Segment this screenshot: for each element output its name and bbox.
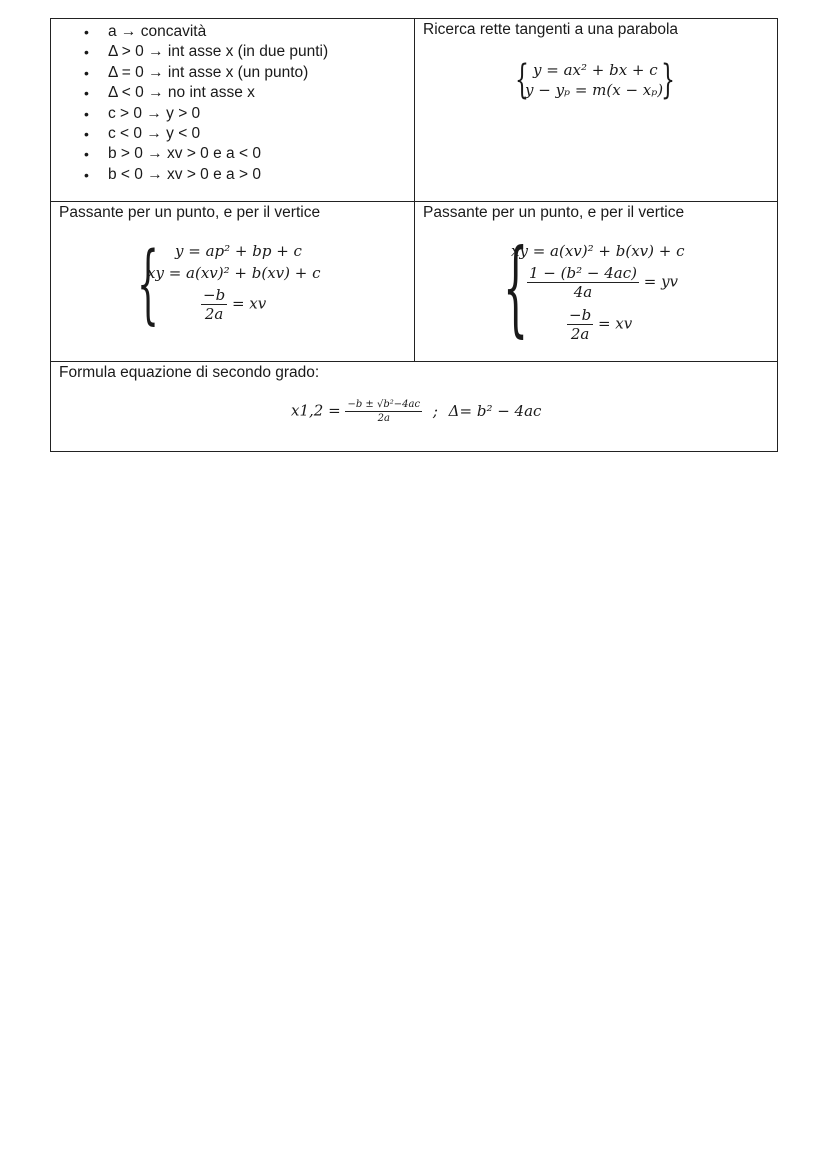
fraction-denominator: 2a (204, 305, 224, 323)
fraction-rhs: = xv (597, 314, 633, 333)
fraction-numerator: −b ± √b²−4ac (347, 399, 421, 410)
cell-properties (51, 19, 415, 202)
tangent-eq-line: y − yₚ = m(x − xₚ) (525, 81, 664, 99)
left-brace: { (515, 57, 529, 103)
left-brace: { (503, 226, 529, 348)
point-vertex-heading: Passante per un punto, e per il vertice (423, 204, 685, 221)
point-eq: y = ap² + bp + c (175, 242, 302, 260)
list-item: • b < 0 → xv > 0 e a > 0 (51, 165, 328, 185)
fraction-rhs: = yv (643, 272, 679, 291)
formula-separator: ; (432, 401, 438, 420)
point-vertex-heading: Passante per un punto, e per il vertice (59, 204, 321, 221)
fraction-denominator: 2a (570, 325, 590, 343)
fraction-numerator: −b (569, 306, 592, 324)
list-item: • b > 0 → xv > 0 e a < 0 (51, 144, 328, 164)
tangent-heading: Ricerca rette tangenti a una parabola (423, 21, 679, 38)
fraction-denominator: 2a (377, 413, 390, 424)
cell-point-vertex-left (51, 202, 415, 362)
fraction-numerator: −b (203, 286, 226, 304)
list-item: • c < 0 → y < 0 (51, 124, 328, 144)
xv-eq (201, 286, 266, 323)
cell-point-vertex-right (415, 202, 778, 362)
quadratic-formula (291, 398, 541, 425)
list-item: • a → concavità (51, 22, 328, 42)
formula-heading: Formula equazione di secondo grado: (59, 364, 320, 381)
fraction-numerator: 1 − (b² − 4ac) (529, 264, 637, 282)
list-item: • c > 0 → y > 0 (51, 104, 328, 124)
vertex-eq: xy = a(xv)² + b(xv) + c (147, 264, 321, 282)
list-item: • Δ = 0 → int asse x (un punto) (51, 63, 328, 83)
tangent-eq-parabola: y = ax² + bx + c (533, 61, 658, 79)
formula-lhs: x1,2 = (291, 401, 341, 420)
formula-fraction (345, 398, 422, 425)
properties-list (51, 22, 328, 185)
right-brace: } (661, 57, 675, 103)
fraction-denominator: 4a (573, 283, 593, 301)
list-item: • Δ > 0 → int asse x (in due punti) (51, 42, 328, 62)
notes-table (50, 18, 778, 452)
yv-fraction (527, 264, 639, 301)
xv-eq (567, 306, 632, 343)
xv-fraction (567, 306, 593, 343)
yv-eq (527, 264, 678, 301)
xv-fraction (201, 286, 227, 323)
vertex-eq: xy = a(xv)² + b(xv) + c (511, 242, 685, 260)
cell-tangent (415, 19, 778, 202)
cell-formula (51, 362, 778, 452)
list-item: • Δ < 0 → no int asse x (51, 83, 328, 103)
fraction-rhs: = xv (231, 294, 267, 313)
delta-formula: Δ= b² − 4ac (448, 401, 542, 420)
left-brace: { (137, 234, 159, 334)
